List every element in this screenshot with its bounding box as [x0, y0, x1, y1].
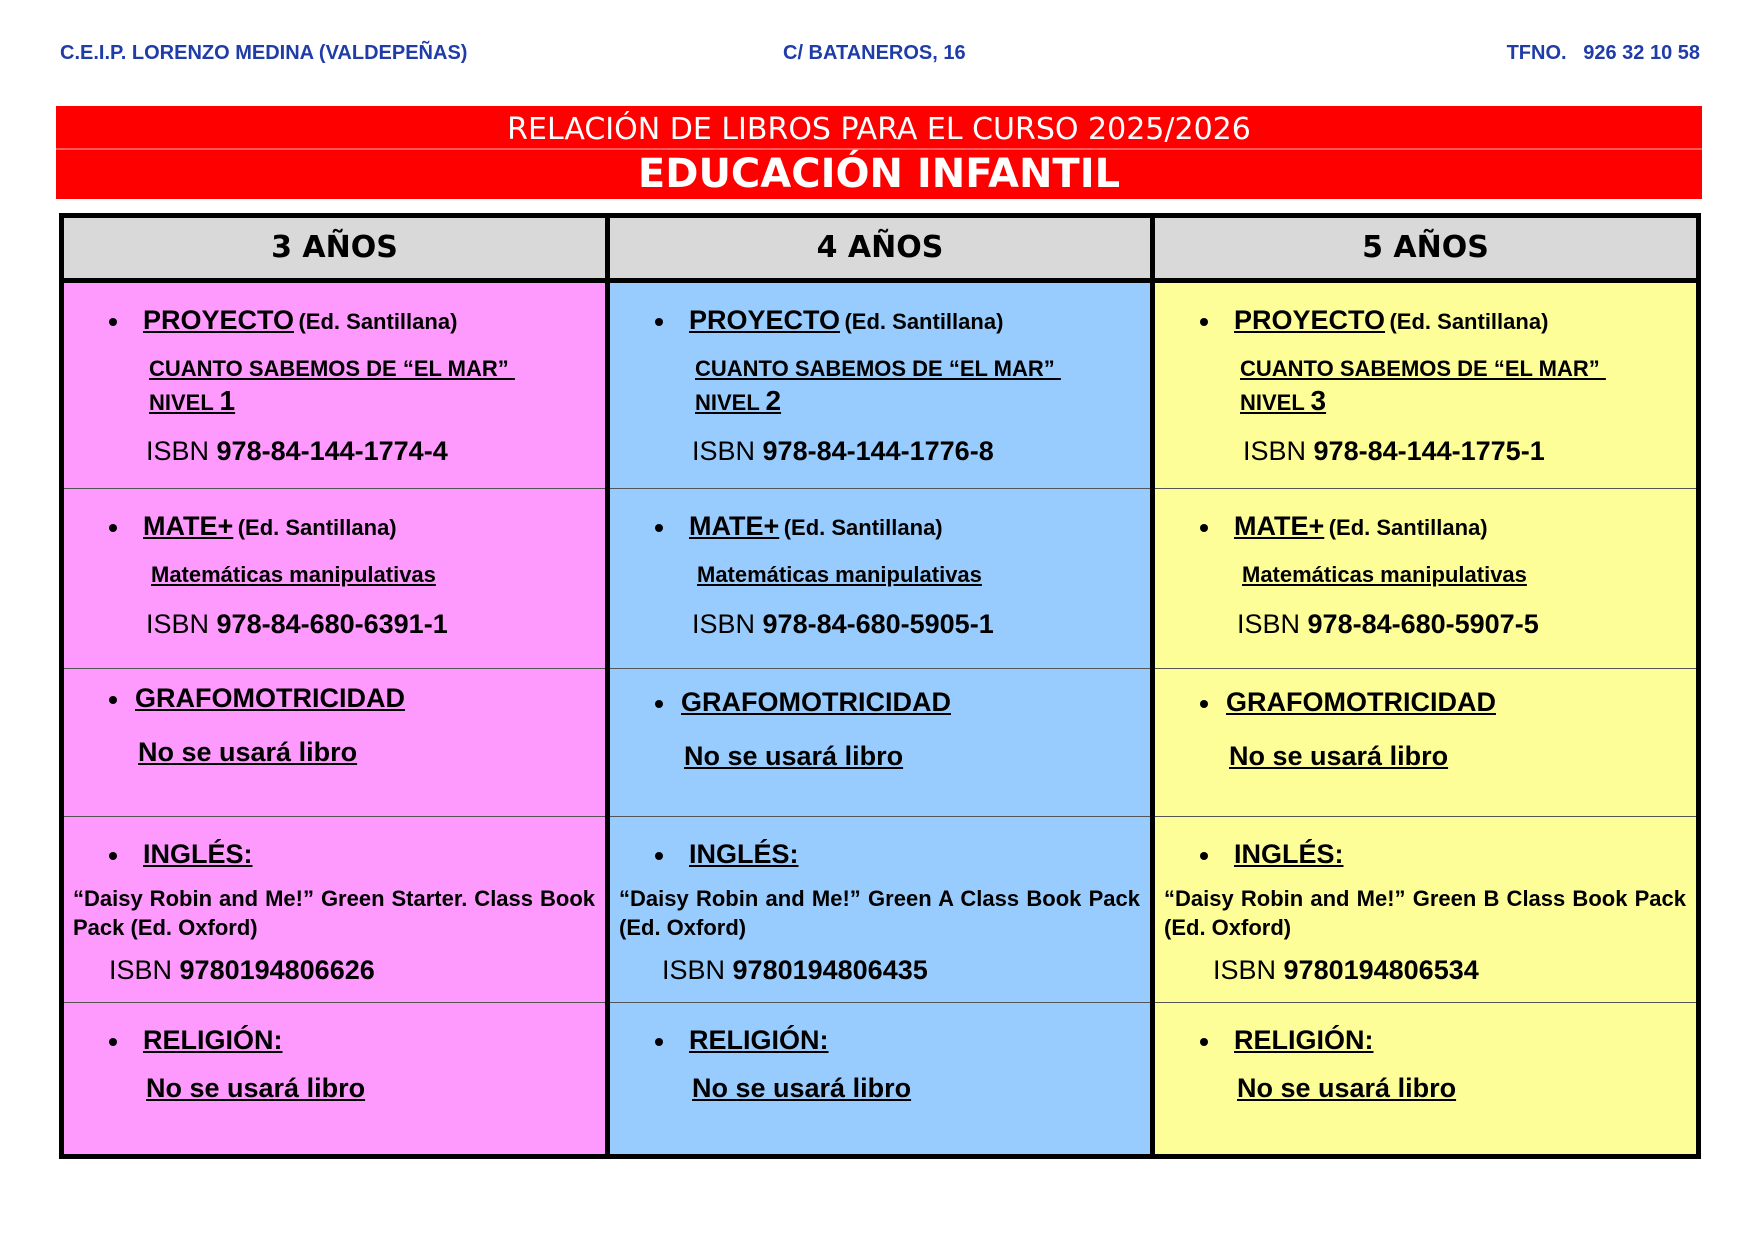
bullet-icon: [1200, 524, 1208, 532]
ingles-isbn: ISBN 9780194806534: [1213, 955, 1479, 985]
ingles-cell: [64, 816, 605, 1002]
mate-subtitle: Matemáticas manipulativas: [151, 562, 436, 587]
grafo-note: No se usará libro: [684, 741, 904, 771]
mate-title: MATE+: [689, 511, 780, 541]
ingles-title: INGLÉS:: [689, 839, 799, 869]
grafo-note: No se usará libro: [138, 737, 358, 767]
column-heading: 5 AÑOS: [1155, 218, 1696, 283]
column-4-anos: [605, 218, 1150, 1154]
proyecto-cell: [64, 283, 605, 488]
proyecto-book-name: CUANTO SABEMOS DE “EL MAR” NIVEL 1: [149, 356, 515, 416]
bullet-icon: [655, 524, 663, 532]
mate-publisher: (Ed. Santillana): [1328, 515, 1488, 540]
bullet-icon: [1200, 852, 1208, 860]
ingles-book-name: “Daisy Robin and Me!” Green B Class Book Pack (Ed. Oxford): [1164, 886, 1686, 940]
ingles-title: INGLÉS:: [143, 839, 253, 869]
bullet-icon: [109, 696, 117, 704]
school-phone: TFNO. 926 32 10 58: [1506, 42, 1700, 64]
mate-isbn: ISBN 978-84-680-5907-5: [1237, 609, 1539, 639]
ingles-title: INGLÉS:: [1234, 839, 1344, 869]
proyecto-publisher: (Ed. Santillana): [1389, 309, 1549, 334]
proyecto-title: PROYECTO: [1234, 305, 1386, 335]
mate-cell: [610, 488, 1150, 668]
mate-title: MATE+: [143, 511, 234, 541]
book-list-table: [59, 213, 1701, 1159]
ingles-isbn: ISBN 9780194806626: [109, 955, 375, 985]
grafo-title: GRAFOMOTRICIDAD: [681, 687, 951, 717]
proyecto-isbn: ISBN 978-84-144-1775-1: [1243, 436, 1545, 466]
bullet-icon: [109, 524, 117, 532]
proyecto-publisher: (Ed. Santillana): [298, 309, 458, 334]
bullet-icon: [109, 1038, 117, 1046]
bullet-icon: [655, 852, 663, 860]
proyecto-cell: [610, 283, 1150, 488]
column-5-anos: [1150, 218, 1696, 1154]
proyecto-isbn: ISBN 978-84-144-1776-8: [692, 436, 994, 466]
ingles-cell: [1155, 816, 1696, 1002]
ingles-book-name: “Daisy Robin and Me!” Green A Class Book Pack (Ed. Oxford): [619, 886, 1140, 940]
mate-isbn: ISBN 978-84-680-5905-1: [692, 609, 994, 639]
grafo-title: GRAFOMOTRICIDAD: [135, 683, 405, 713]
religion-title: RELIGIÓN:: [143, 1025, 283, 1055]
page-header: [60, 42, 1700, 72]
mate-publisher: (Ed. Santillana): [237, 515, 397, 540]
bullet-icon: [1200, 1038, 1208, 1046]
school-address: C/ BATANEROS, 16: [783, 42, 966, 64]
mate-title: MATE+: [1234, 511, 1325, 541]
proyecto-title: PROYECTO: [143, 305, 295, 335]
grafo-cell: [610, 668, 1150, 816]
religion-note: No se usará libro: [692, 1073, 912, 1103]
religion-note: No se usará libro: [146, 1073, 366, 1103]
column-heading: 3 AÑOS: [64, 218, 605, 283]
proyecto-cell: [1155, 283, 1696, 488]
school-name: C.E.I.P. LORENZO MEDINA (VALDEPEÑAS): [60, 42, 468, 64]
proyecto-isbn: ISBN 978-84-144-1774-4: [146, 436, 448, 466]
column-3-anos: [64, 218, 605, 1154]
grafo-title: GRAFOMOTRICIDAD: [1226, 687, 1496, 717]
ingles-cell: [610, 816, 1150, 1002]
grafo-note: No se usará libro: [1229, 741, 1449, 771]
bullet-icon: [1200, 700, 1208, 708]
religion-title: RELIGIÓN:: [689, 1025, 829, 1055]
religion-cell: [64, 1002, 605, 1154]
mate-subtitle: Matemáticas manipulativas: [697, 562, 982, 587]
column-heading: 4 AÑOS: [610, 218, 1150, 283]
bullet-icon: [1200, 318, 1208, 326]
proyecto-book-name: CUANTO SABEMOS DE “EL MAR” NIVEL 2: [695, 356, 1061, 416]
banner-stage-title: EDUCACIÓN INFANTIL: [637, 151, 1121, 197]
grafo-cell: [1155, 668, 1696, 816]
bullet-icon: [109, 852, 117, 860]
mate-cell: [1155, 488, 1696, 668]
mate-cell: [64, 488, 605, 668]
bullet-icon: [655, 1038, 663, 1046]
bullet-icon: [655, 318, 663, 326]
title-banner: [56, 106, 1702, 199]
banner-course-title: RELACIÓN DE LIBROS PARA EL CURSO 2025/2026: [507, 112, 1251, 147]
religion-note: No se usará libro: [1237, 1073, 1457, 1103]
religion-cell: [1155, 1002, 1696, 1154]
religion-title: RELIGIÓN:: [1234, 1025, 1374, 1055]
proyecto-publisher: (Ed. Santillana): [844, 309, 1004, 334]
grafo-cell: [64, 668, 605, 816]
bullet-icon: [655, 700, 663, 708]
ingles-isbn: ISBN 9780194806435: [662, 955, 928, 985]
ingles-book-name: “Daisy Robin and Me!” Green Starter. Class Book Pack (Ed. Oxford): [73, 886, 595, 940]
bullet-icon: [109, 318, 117, 326]
religion-cell: [610, 1002, 1150, 1154]
mate-isbn: ISBN 978-84-680-6391-1: [146, 609, 448, 639]
proyecto-book-name: CUANTO SABEMOS DE “EL MAR” NIVEL 3: [1240, 356, 1606, 416]
mate-subtitle: Matemáticas manipulativas: [1242, 562, 1527, 587]
mate-publisher: (Ed. Santillana): [783, 515, 943, 540]
proyecto-title: PROYECTO: [689, 305, 841, 335]
